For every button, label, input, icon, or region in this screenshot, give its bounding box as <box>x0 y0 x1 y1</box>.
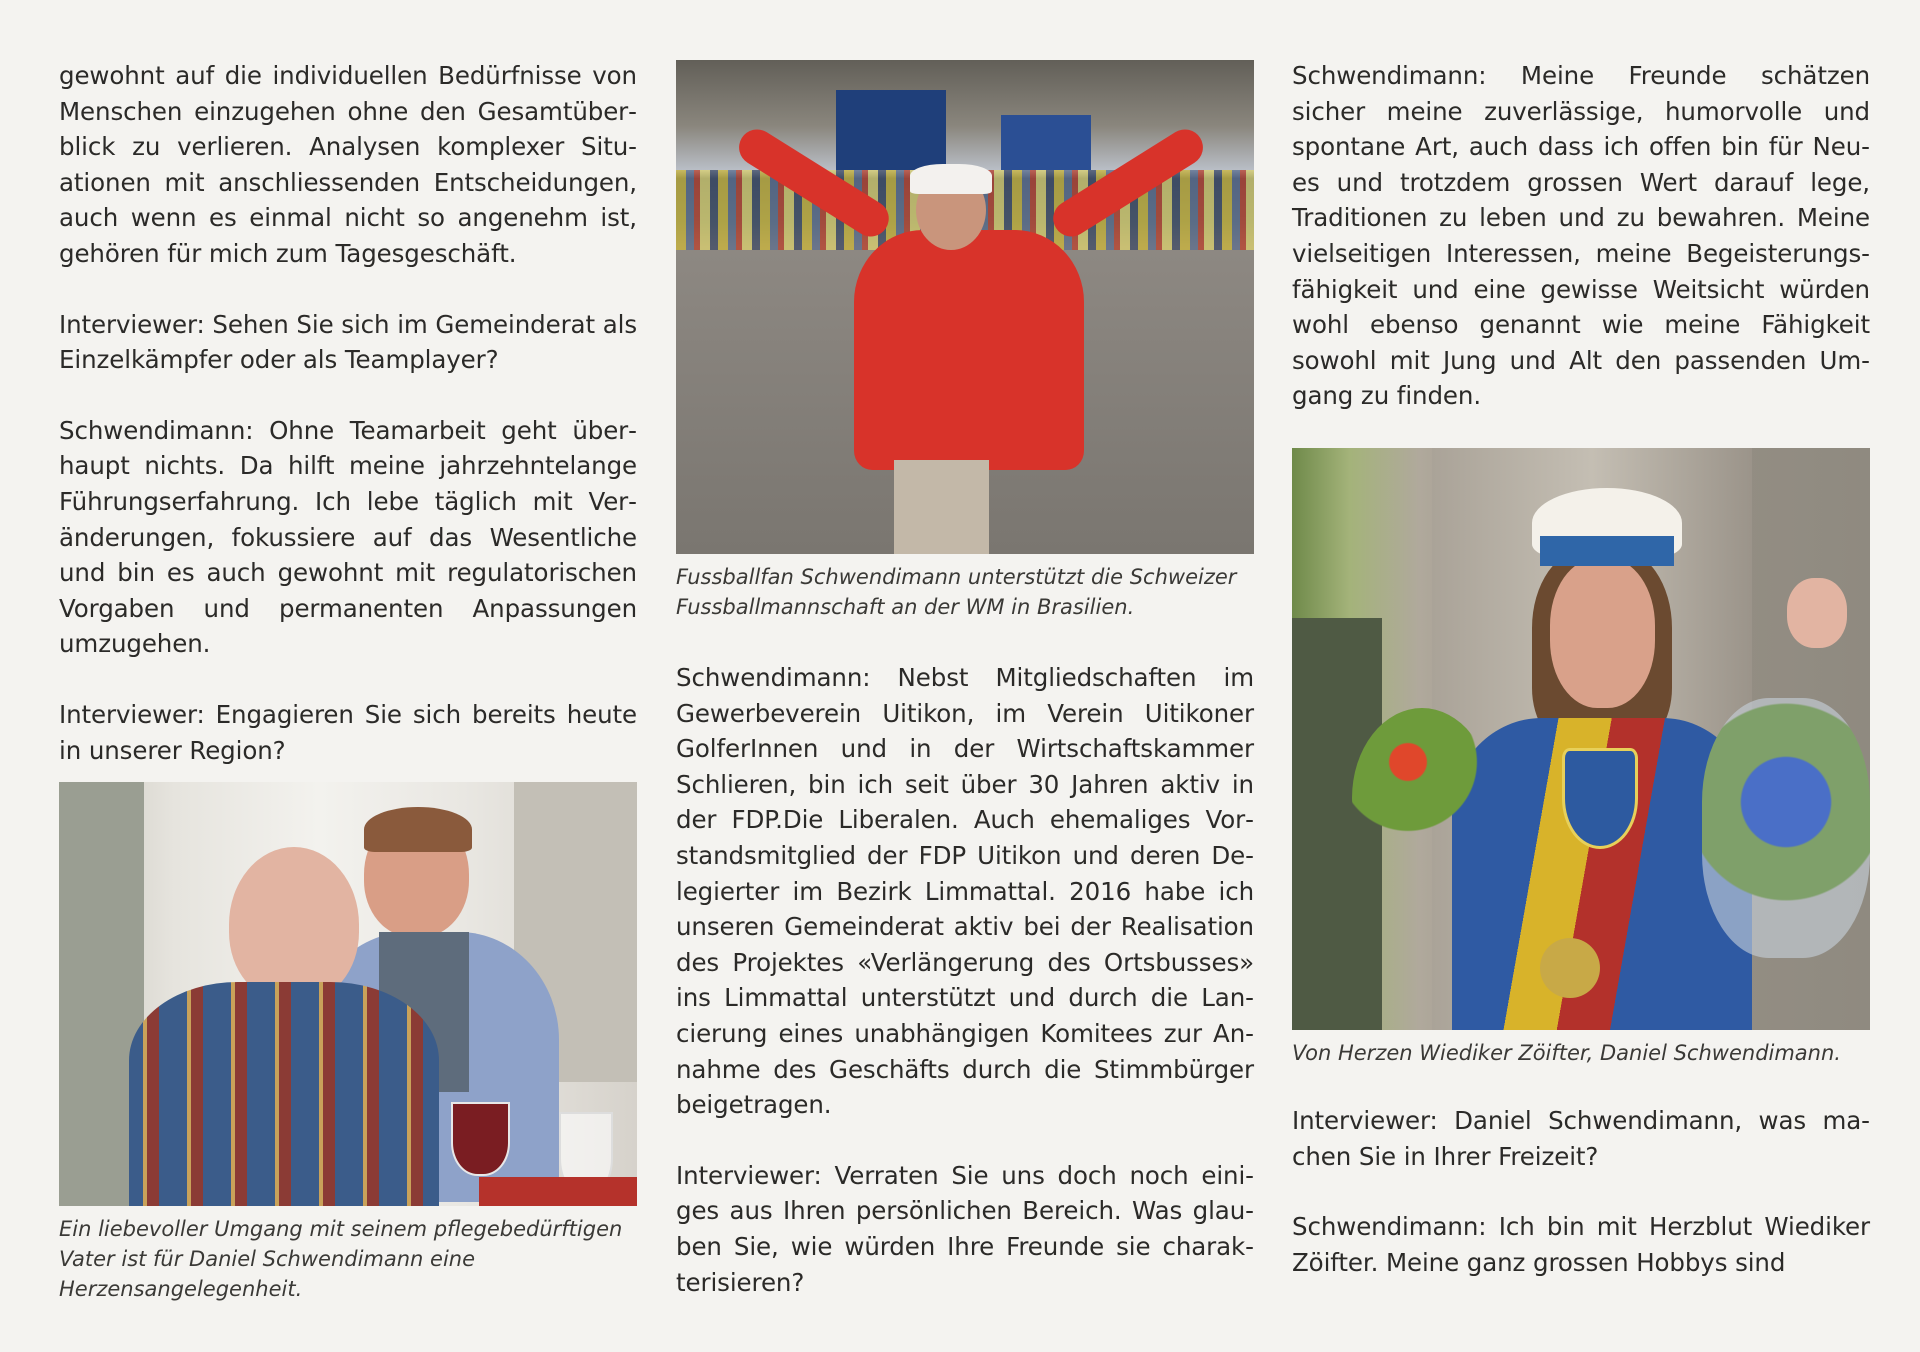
question-friends: Interviewer: Verraten Sie uns doch noch einiges aus Ihren persönlichen Bereich. Was glauben Sie, wie würden Ihre Freunde sie charakterisieren? <box>676 1160 1254 1297</box>
answer-friends: Schwendimann: Meine Freunde schätzen sicher meine zuverlässige, humorvolle und spontane Art, auch dass ich offen bin für Neues und trotzdem grossen Wert darauf lege, Traditionen zu leben und zu bewahren. Meine vielseitigen Interessen, meine Begeisterungsfähigkeit und eine gewisse Weitsicht würden wohl ebenso genannt wie meine Fähigkeit sowohl mit Jung und Alt den passenden Umgang zu finden. <box>1292 61 1870 411</box>
photo-fan-red-jacket <box>854 230 1084 470</box>
photo-tablecloth <box>479 1177 637 1206</box>
photo-person-face <box>1550 558 1655 708</box>
column-right <box>1292 58 1870 1280</box>
column-left <box>59 58 637 1304</box>
photo-medal <box>1540 938 1600 998</box>
question-free-time: Interviewer: Daniel Schwendimann, was machen Sie in Ihrer Freizeit? <box>1292 1105 1870 1171</box>
question-region: Interviewer: Engagieren Sie sich bereits heute in unserer Region? <box>59 699 637 765</box>
photo-tulip-bouquet <box>1352 708 1492 888</box>
photo-bystander-face <box>1787 578 1847 648</box>
caption-zoefter: Von Herzen Wiediker Zöifter, Daniel Schwendimann. <box>1292 1040 1841 1065</box>
photo-fan-trousers <box>894 460 989 554</box>
photo-father-plaid-shirt <box>129 982 439 1206</box>
caption-father: Ein liebevoller Umgang mit seinem pflegebedürftigen Vater ist für Daniel Schwendimann eine Herzensangelegenheit. <box>59 1217 623 1302</box>
photo-son-hair <box>364 807 472 852</box>
photo-wine-glass <box>451 1102 510 1176</box>
answer-team-player: Schwendimann: Ohne Teamarbeit geht überhaupt nichts. Da hilft meine jahrzehntelange Führungserfahrung. Ich lebe täglich mit Veränderungen, fokussiere auf das Wesentliche und bin es auch gewohnt mit regulatorischen Vorgaben und permanenten Anpassungen umzugehen. <box>59 415 637 659</box>
paragraph-intro-continued: gewohnt auf die individuellen Bedürfnisse von Menschen einzugehen ohne den Gesamtüberblick zu verlieren. Analysen komplexer Situationen mit anschliessenden Entscheidungen, auch wenn es einmal nicht so angenehm ist, gehören für mich zum Tagesgeschäft. <box>59 61 637 268</box>
photo-sponsor-tent <box>1001 115 1091 170</box>
answer-region: Schwendimann: Nebst Mitgliedschaften im Gewerbeverein Uitikon, im Verein Uitikoner GolferInnen und in der Wirtschaftskammer Schlieren, bin ich seit über 30 Jahren aktiv in der FDP.Die Liberalen. Auch ehemaliges Vorstandsmitglied der FDP Uitikon und deren Delegierter im Bezirk Limmattal. 2016 habe ich unseren Gemeinderat aktiv bei der Realisation des Projektes «Verlängerung des Ortsbusses» ins Limmattal unterstützt und durch die Lancierung eines unabhängigen Komitees zur Annahme des Geschäfts durch die Stimmbürger beigetragen. <box>676 663 1254 1120</box>
photo-father-and-son <box>59 782 637 1206</box>
caption-stadium: Fussballfan Schwendimann unterstützt die Schweizer Fussballmannschaft an der WM in Brasilien. <box>676 565 1237 619</box>
photo-blue-booth <box>836 90 946 170</box>
photo-zoefter-costume <box>1292 448 1870 1030</box>
answer-free-time: Schwendimann: Ich bin mit Herzblut Wiediker Zöifter. Meine ganz grossen Hobbys sind <box>1292 1212 1870 1277</box>
photo-blue-bouquet <box>1702 698 1870 958</box>
photo-stadium-fan <box>676 60 1254 554</box>
photo-father-head <box>229 847 359 1002</box>
photo-fan-cap <box>910 164 992 194</box>
photo-guild-crest <box>1562 748 1638 849</box>
column-middle <box>676 58 1254 1300</box>
question-team-player: Interviewer: Sehen Sie sich im Gemeinderat als Einzelkämpfer oder als Teamplayer? <box>59 309 637 375</box>
photo-hat-band <box>1540 536 1674 566</box>
